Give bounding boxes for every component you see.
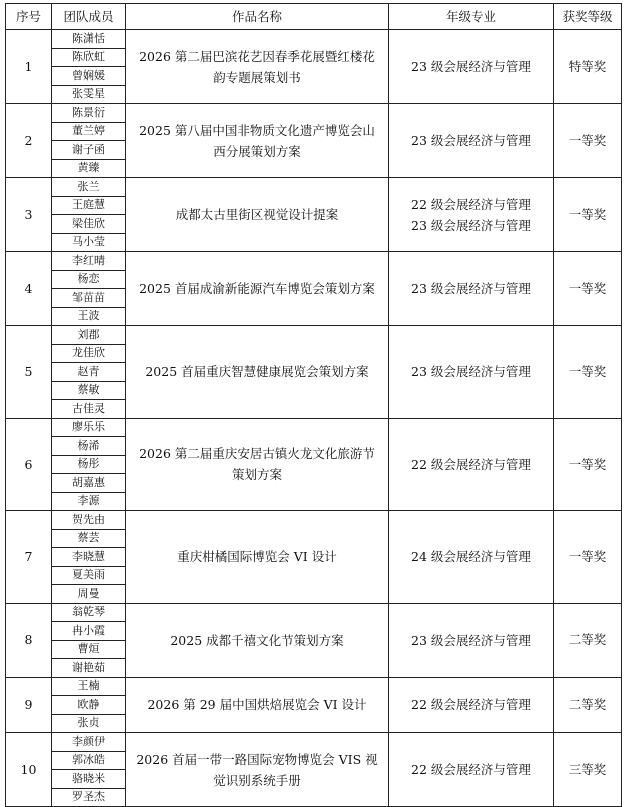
grade-major-line: 23 级会展经济与管理 bbox=[411, 632, 531, 648]
team-member: 王楠 bbox=[52, 677, 126, 696]
table-row bbox=[6, 418, 622, 437]
row-index: 3 bbox=[6, 178, 52, 252]
award-level: 一等奖 bbox=[554, 104, 622, 178]
table-row bbox=[6, 733, 622, 752]
table-row bbox=[6, 603, 622, 622]
grade-major-line: 23 级会展经济与管理 bbox=[411, 281, 531, 296]
table-body bbox=[6, 30, 622, 807]
grade-major bbox=[389, 104, 554, 178]
team-member: 古佳灵 bbox=[52, 400, 126, 419]
team-member: 邹苗苗 bbox=[52, 289, 126, 308]
team-member: 董兰婷 bbox=[52, 122, 126, 141]
header-members: 团队成员 bbox=[52, 4, 126, 30]
work-title: 2026 首届一带一路国际宠物博览会 VIS 视觉识别系统手册 bbox=[126, 733, 389, 807]
team-member: 马小莹 bbox=[52, 233, 126, 252]
award-level: 一等奖 bbox=[554, 326, 622, 419]
work-title: 2026 第 29 届中国烘焙展览会 VI 设计 bbox=[126, 677, 389, 733]
table-row bbox=[6, 178, 622, 197]
grade-major bbox=[389, 418, 554, 511]
team-member: 李红晴 bbox=[52, 252, 126, 271]
team-member: 王庭慧 bbox=[52, 196, 126, 215]
team-member: 王波 bbox=[52, 307, 126, 326]
row-index: 1 bbox=[6, 30, 52, 104]
award-level: 三等奖 bbox=[554, 733, 622, 807]
work-title: 2026 第二届巴滨花艺因春季花展暨红楼花韵专题展策划书 bbox=[126, 30, 389, 104]
awards-table bbox=[5, 3, 622, 807]
team-member: 胡嘉惠 bbox=[52, 474, 126, 493]
grade-major bbox=[389, 511, 554, 604]
team-member: 曹烜 bbox=[52, 640, 126, 659]
grade-major bbox=[389, 677, 554, 733]
row-index: 7 bbox=[6, 511, 52, 604]
team-member: 李晓慧 bbox=[52, 548, 126, 567]
award-level: 一等奖 bbox=[554, 418, 622, 511]
team-member: 赵青 bbox=[52, 363, 126, 382]
header-work: 作品名称 bbox=[126, 4, 389, 30]
award-level: 一等奖 bbox=[554, 511, 622, 604]
grade-major-line: 22 级会展经济与管理 bbox=[411, 196, 531, 212]
team-member: 龙佳欣 bbox=[52, 344, 126, 363]
team-member: 骆晓米 bbox=[52, 770, 126, 789]
row-index: 2 bbox=[6, 104, 52, 178]
grade-major bbox=[389, 178, 554, 252]
work-title: 2025 首届成渝新能源汽车博览会策划方案 bbox=[126, 252, 389, 326]
team-member: 刘郡 bbox=[52, 326, 126, 345]
row-index: 5 bbox=[6, 326, 52, 419]
row-index: 4 bbox=[6, 252, 52, 326]
award-level: 二等奖 bbox=[554, 677, 622, 733]
table-row bbox=[6, 104, 622, 123]
team-member: 周曼 bbox=[52, 585, 126, 604]
row-index: 10 bbox=[6, 733, 52, 807]
header-index: 序号 bbox=[6, 4, 52, 30]
award-level: 二等奖 bbox=[554, 603, 622, 677]
team-member: 廖乐乐 bbox=[52, 418, 126, 437]
grade-major-line: 22 级会展经济与管理 bbox=[411, 697, 531, 713]
grade-major bbox=[389, 603, 554, 677]
team-member: 梁佳欣 bbox=[52, 215, 126, 234]
row-index: 9 bbox=[6, 677, 52, 733]
team-member: 谢艳茹 bbox=[52, 659, 126, 678]
team-member: 贺先由 bbox=[52, 511, 126, 530]
table-row bbox=[6, 511, 622, 530]
team-member: 陈景衍 bbox=[52, 104, 126, 123]
grade-major bbox=[389, 733, 554, 807]
team-member: 冉小霞 bbox=[52, 622, 126, 641]
team-member: 陈潇恬 bbox=[52, 30, 126, 49]
team-member: 杨恋 bbox=[52, 270, 126, 289]
table-row bbox=[6, 677, 622, 696]
grade-major bbox=[389, 30, 554, 104]
grade-major bbox=[389, 326, 554, 419]
grade-major-line: 23 级会展经济与管理 bbox=[411, 217, 531, 233]
team-member: 杨浠 bbox=[52, 437, 126, 456]
header-row bbox=[6, 4, 622, 30]
table-row bbox=[6, 30, 622, 49]
work-title: 2025 成都千禧文化节策划方案 bbox=[126, 603, 389, 677]
award-level: 一等奖 bbox=[554, 178, 622, 252]
team-member: 翁乾琴 bbox=[52, 603, 126, 622]
team-member: 黄臻 bbox=[52, 159, 126, 178]
team-member: 李颜伊 bbox=[52, 733, 126, 752]
team-member: 陈欣虹 bbox=[52, 48, 126, 67]
team-member: 蔡敏 bbox=[52, 381, 126, 400]
grade-major-line: 23 级会展经济与管理 bbox=[411, 59, 531, 74]
grade-major-line: 22 级会展经济与管理 bbox=[411, 456, 531, 472]
row-index: 6 bbox=[6, 418, 52, 511]
grade-major bbox=[389, 252, 554, 326]
work-title: 成都太古里街区视觉设计提案 bbox=[126, 178, 389, 252]
team-member: 张贞 bbox=[52, 714, 126, 733]
team-member: 罗圣杰 bbox=[52, 788, 126, 807]
grade-major-line: 24 级会展经济与管理 bbox=[411, 549, 531, 565]
team-member: 郭冰皓 bbox=[52, 751, 126, 770]
team-member: 夏美雨 bbox=[52, 566, 126, 585]
team-member: 杨彤 bbox=[52, 455, 126, 474]
work-title: 2026 第二届重庆安居古镇火龙文化旅游节策划方案 bbox=[126, 418, 389, 511]
award-level: 一等奖 bbox=[554, 252, 622, 326]
table-row bbox=[6, 326, 622, 345]
table-row bbox=[6, 252, 622, 271]
team-member: 曾娴媛 bbox=[52, 67, 126, 86]
work-title: 2025 首届重庆智慧健康展览会策划方案 bbox=[126, 326, 389, 419]
row-index: 8 bbox=[6, 603, 52, 677]
team-member: 李源 bbox=[52, 492, 126, 511]
grade-major-line: 23 级会展经济与管理 bbox=[411, 133, 531, 148]
team-member: 张兰 bbox=[52, 178, 126, 197]
header-award: 获奖等级 bbox=[554, 4, 622, 30]
grade-major-line: 23 级会展经济与管理 bbox=[411, 364, 531, 380]
team-member: 谢子函 bbox=[52, 141, 126, 160]
team-member: 蔡芸 bbox=[52, 529, 126, 548]
grade-major-line: 22 级会展经济与管理 bbox=[411, 762, 531, 777]
award-level: 特等奖 bbox=[554, 30, 622, 104]
team-member: 张雯星 bbox=[52, 85, 126, 104]
team-member: 欧静 bbox=[52, 696, 126, 715]
header-major: 年级专业 bbox=[389, 4, 554, 30]
work-title: 2025 第八届中国非物质文化遗产博览会山西分展策划方案 bbox=[126, 104, 389, 178]
work-title: 重庆柑橘国际博览会 VI 设计 bbox=[126, 511, 389, 604]
